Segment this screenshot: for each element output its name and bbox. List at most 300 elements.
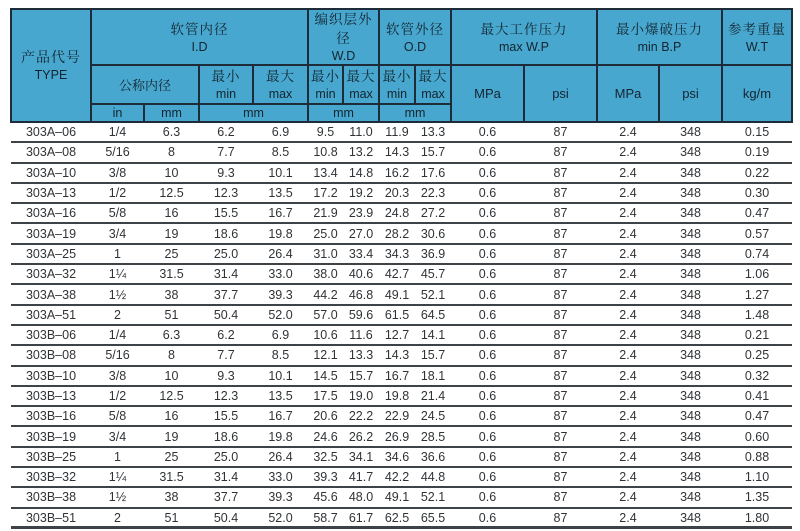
wd-min: 32.5 <box>308 447 343 467</box>
weight-kgm: 0.60 <box>722 426 792 446</box>
bp-psi: 348 <box>659 284 722 304</box>
bp-mpa: 2.4 <box>597 203 659 223</box>
od-min: 61.5 <box>379 305 415 325</box>
nominal-in: 5/16 <box>91 142 144 162</box>
id-min: 25.0 <box>199 447 253 467</box>
header-reference-weight: 参考重量 W.T <box>722 9 792 65</box>
od-min: 16.7 <box>379 366 415 386</box>
id-min: 37.7 <box>199 487 253 507</box>
wp-psi: 87 <box>524 264 597 284</box>
wp-mpa: 0.6 <box>451 426 524 446</box>
nominal-mm: 8 <box>144 142 199 162</box>
wp-psi: 87 <box>524 447 597 467</box>
od-min: 11.9 <box>379 122 415 142</box>
od-max: 18.1 <box>415 366 451 386</box>
wp-mpa: 0.6 <box>451 305 524 325</box>
nominal-mm: 12.5 <box>144 183 199 203</box>
type-code: 303B–08 <box>11 345 91 365</box>
wp-mpa: 0.6 <box>451 203 524 223</box>
id-max: 10.1 <box>253 366 308 386</box>
bp-psi: 348 <box>659 183 722 203</box>
od-min: 16.2 <box>379 163 415 183</box>
header-type <box>11 9 91 122</box>
id-max: 19.8 <box>253 223 308 243</box>
od-max: 44.8 <box>415 467 451 487</box>
wd-max: 11.0 <box>343 122 379 142</box>
wp-mpa: 0.6 <box>451 406 524 426</box>
wp-psi: 87 <box>524 305 597 325</box>
table-row <box>11 487 792 507</box>
bp-mpa: 2.4 <box>597 386 659 406</box>
wd-min: 25.0 <box>308 223 343 243</box>
weight-kgm: 0.22 <box>722 163 792 183</box>
table-row <box>11 426 792 446</box>
weight-kgm: 0.21 <box>722 325 792 345</box>
nominal-mm: 19 <box>144 223 199 243</box>
wd-min: 20.6 <box>308 406 343 426</box>
nominal-mm: 6.3 <box>144 122 199 142</box>
bp-psi: 348 <box>659 406 722 426</box>
wd-min: 17.2 <box>308 183 343 203</box>
weight-kgm: 0.30 <box>722 183 792 203</box>
header-wp-psi-unit: psi <box>524 65 597 122</box>
id-max: 13.5 <box>253 386 308 406</box>
nominal-in: 5/8 <box>91 203 144 223</box>
bp-psi: 348 <box>659 447 722 467</box>
wp-mpa: 0.6 <box>451 183 524 203</box>
wd-min: 45.6 <box>308 487 343 507</box>
bp-psi: 348 <box>659 366 722 386</box>
bp-psi: 348 <box>659 122 722 142</box>
wd-max: 34.1 <box>343 447 379 467</box>
table-row <box>11 142 792 162</box>
wd-min: 12.1 <box>308 345 343 365</box>
od-min: 49.1 <box>379 487 415 507</box>
id-max: 52.0 <box>253 305 308 325</box>
wp-mpa: 0.6 <box>451 325 524 345</box>
nominal-in: 1/2 <box>91 386 144 406</box>
wd-max: 33.4 <box>343 244 379 264</box>
wd-max: 40.6 <box>343 264 379 284</box>
wd-min: 13.4 <box>308 163 343 183</box>
od-max: 22.3 <box>415 183 451 203</box>
bp-mpa: 2.4 <box>597 345 659 365</box>
od-min: 24.8 <box>379 203 415 223</box>
header-min-burst-pressure: 最小爆破压力 min B.P <box>597 9 722 65</box>
id-min: 12.3 <box>199 183 253 203</box>
id-max: 19.8 <box>253 426 308 446</box>
wd-max: 61.7 <box>343 508 379 528</box>
id-max: 52.0 <box>253 508 308 528</box>
header-mm-unit-id: mm <box>199 104 308 122</box>
wp-mpa: 0.6 <box>451 223 524 243</box>
wd-min: 31.0 <box>308 244 343 264</box>
wp-psi: 87 <box>524 325 597 345</box>
weight-kgm: 1.35 <box>722 487 792 507</box>
header-weight-unit: kg/m <box>722 65 792 122</box>
table-row <box>11 325 792 345</box>
od-max: 36.9 <box>415 244 451 264</box>
type-code: 303A–16 <box>11 203 91 223</box>
header-type-en: TYPE <box>34 68 68 82</box>
table-row <box>11 467 792 487</box>
type-code: 303B–19 <box>11 426 91 446</box>
type-code: 303B–16 <box>11 406 91 426</box>
od-min: 49.1 <box>379 284 415 304</box>
bp-psi: 348 <box>659 223 722 243</box>
od-max: 52.1 <box>415 487 451 507</box>
id-max: 10.1 <box>253 163 308 183</box>
od-max: 14.1 <box>415 325 451 345</box>
table-body <box>11 122 792 528</box>
nominal-in: 1/4 <box>91 325 144 345</box>
id-max: 6.9 <box>253 325 308 345</box>
od-min: 12.7 <box>379 325 415 345</box>
id-min: 7.7 <box>199 142 253 162</box>
table-row <box>11 183 792 203</box>
header-mm-unit-od: mm <box>379 104 451 122</box>
id-max: 26.4 <box>253 447 308 467</box>
nominal-in: 2 <box>91 305 144 325</box>
bp-mpa: 2.4 <box>597 284 659 304</box>
od-max: 17.6 <box>415 163 451 183</box>
bp-psi: 348 <box>659 508 722 528</box>
od-max: 36.6 <box>415 447 451 467</box>
id-min: 15.5 <box>199 203 253 223</box>
wp-mpa: 0.6 <box>451 345 524 365</box>
wd-min: 10.8 <box>308 142 343 162</box>
od-min: 20.3 <box>379 183 415 203</box>
bp-mpa: 2.4 <box>597 325 659 345</box>
nominal-in: 3/4 <box>91 223 144 243</box>
bp-mpa: 2.4 <box>597 305 659 325</box>
wp-psi: 87 <box>524 203 597 223</box>
bp-mpa: 2.4 <box>597 467 659 487</box>
weight-kgm: 0.74 <box>722 244 792 264</box>
header-wd-max: 最大 max <box>343 65 379 104</box>
nominal-in: 1½ <box>91 487 144 507</box>
wp-mpa: 0.6 <box>451 244 524 264</box>
bp-mpa: 2.4 <box>597 508 659 528</box>
weight-kgm: 0.25 <box>722 345 792 365</box>
bp-psi: 348 <box>659 487 722 507</box>
wd-max: 15.7 <box>343 366 379 386</box>
nominal-mm: 51 <box>144 305 199 325</box>
wp-mpa: 0.6 <box>451 447 524 467</box>
wd-max: 14.8 <box>343 163 379 183</box>
wd-max: 46.8 <box>343 284 379 304</box>
weight-kgm: 0.15 <box>722 122 792 142</box>
wp-mpa: 0.6 <box>451 142 524 162</box>
id-min: 18.6 <box>199 223 253 243</box>
weight-kgm: 1.48 <box>722 305 792 325</box>
wp-mpa: 0.6 <box>451 264 524 284</box>
od-max: 24.5 <box>415 406 451 426</box>
od-max: 27.2 <box>415 203 451 223</box>
type-code: 303B–10 <box>11 366 91 386</box>
od-max: 30.6 <box>415 223 451 243</box>
bp-mpa: 2.4 <box>597 183 659 203</box>
type-code: 303A–08 <box>11 142 91 162</box>
id-max: 39.3 <box>253 487 308 507</box>
hose-spec-table <box>10 8 793 529</box>
weight-kgm: 0.19 <box>722 142 792 162</box>
bp-mpa: 2.4 <box>597 487 659 507</box>
bp-psi: 348 <box>659 142 722 162</box>
wd-max: 41.7 <box>343 467 379 487</box>
wp-psi: 87 <box>524 345 597 365</box>
header-inner-diameter: 软管内径 I.D <box>91 9 308 65</box>
wd-max: 19.2 <box>343 183 379 203</box>
od-min: 19.8 <box>379 386 415 406</box>
id-max: 33.0 <box>253 467 308 487</box>
wd-min: 24.6 <box>308 426 343 446</box>
id-max: 8.5 <box>253 345 308 365</box>
header-id-min: 最小 min <box>199 65 253 104</box>
weight-kgm: 0.32 <box>722 366 792 386</box>
id-min: 25.0 <box>199 244 253 264</box>
header-wp-mpa-unit: MPa <box>451 65 524 122</box>
od-max: 15.7 <box>415 345 451 365</box>
wd-max: 48.0 <box>343 487 379 507</box>
wp-mpa: 0.6 <box>451 163 524 183</box>
bp-psi: 348 <box>659 163 722 183</box>
table-row <box>11 447 792 467</box>
weight-kgm: 1.10 <box>722 467 792 487</box>
type-code: 303A–13 <box>11 183 91 203</box>
table-row <box>11 366 792 386</box>
nominal-mm: 8 <box>144 345 199 365</box>
nominal-in: 5/8 <box>91 406 144 426</box>
od-max: 65.5 <box>415 508 451 528</box>
od-min: 26.9 <box>379 426 415 446</box>
header-id-max: 最大 max <box>253 65 308 104</box>
wd-min: 9.5 <box>308 122 343 142</box>
type-code: 303A–38 <box>11 284 91 304</box>
id-min: 18.6 <box>199 426 253 446</box>
nominal-mm: 16 <box>144 406 199 426</box>
id-min: 31.4 <box>199 264 253 284</box>
id-min: 9.3 <box>199 163 253 183</box>
weight-kgm: 0.57 <box>722 223 792 243</box>
wp-mpa: 0.6 <box>451 386 524 406</box>
id-min: 7.7 <box>199 345 253 365</box>
id-max: 16.7 <box>253 406 308 426</box>
table-row <box>11 386 792 406</box>
bp-psi: 348 <box>659 264 722 284</box>
bp-mpa: 2.4 <box>597 447 659 467</box>
id-min: 6.2 <box>199 122 253 142</box>
wp-psi: 87 <box>524 223 597 243</box>
nominal-mm: 16 <box>144 203 199 223</box>
nominal-in: 3/4 <box>91 426 144 446</box>
type-code: 303B–38 <box>11 487 91 507</box>
header-od-min: 最小 min <box>379 65 415 104</box>
bp-psi: 348 <box>659 325 722 345</box>
id-min: 37.7 <box>199 284 253 304</box>
nominal-in: 1/2 <box>91 183 144 203</box>
header-mm-unit-nominal: mm <box>144 104 199 122</box>
weight-kgm: 0.88 <box>722 447 792 467</box>
wp-psi: 87 <box>524 244 597 264</box>
bp-mpa: 2.4 <box>597 366 659 386</box>
wp-psi: 87 <box>524 183 597 203</box>
od-min: 42.2 <box>379 467 415 487</box>
id-max: 13.5 <box>253 183 308 203</box>
id-min: 50.4 <box>199 305 253 325</box>
id-min: 15.5 <box>199 406 253 426</box>
od-min: 14.3 <box>379 142 415 162</box>
wd-max: 27.0 <box>343 223 379 243</box>
nominal-in: 2 <box>91 508 144 528</box>
table-header <box>11 9 792 122</box>
type-code: 303A–06 <box>11 122 91 142</box>
id-min: 12.3 <box>199 386 253 406</box>
od-max: 52.1 <box>415 284 451 304</box>
wd-max: 11.6 <box>343 325 379 345</box>
weight-kgm: 1.27 <box>722 284 792 304</box>
bp-psi: 348 <box>659 386 722 406</box>
header-hose-outer-diameter: 软管外径 O.D <box>379 9 451 65</box>
od-min: 42.7 <box>379 264 415 284</box>
bp-mpa: 2.4 <box>597 223 659 243</box>
table-row <box>11 508 792 528</box>
od-min: 34.3 <box>379 244 415 264</box>
id-max: 6.9 <box>253 122 308 142</box>
id-max: 26.4 <box>253 244 308 264</box>
id-min: 6.2 <box>199 325 253 345</box>
nominal-in: 1/4 <box>91 122 144 142</box>
table-row <box>11 284 792 304</box>
nominal-in: 1 <box>91 447 144 467</box>
nominal-mm: 12.5 <box>144 386 199 406</box>
od-min: 28.2 <box>379 223 415 243</box>
wd-min: 21.9 <box>308 203 343 223</box>
nominal-in: 1¼ <box>91 467 144 487</box>
table-row <box>11 345 792 365</box>
wp-psi: 87 <box>524 284 597 304</box>
od-max: 64.5 <box>415 305 451 325</box>
type-code: 303B–25 <box>11 447 91 467</box>
type-code: 303A–32 <box>11 264 91 284</box>
nominal-in: 1½ <box>91 284 144 304</box>
id-min: 31.4 <box>199 467 253 487</box>
table-row <box>11 122 792 142</box>
id-min: 9.3 <box>199 366 253 386</box>
wp-mpa: 0.6 <box>451 508 524 528</box>
bp-psi: 348 <box>659 426 722 446</box>
od-max: 13.3 <box>415 122 451 142</box>
wd-min: 17.5 <box>308 386 343 406</box>
nominal-mm: 19 <box>144 426 199 446</box>
nominal-mm: 51 <box>144 508 199 528</box>
nominal-in: 1 <box>91 244 144 264</box>
wd-max: 13.3 <box>343 345 379 365</box>
header-braid-outer-diameter: 编织层外径 W.D <box>308 9 379 65</box>
weight-kgm: 1.80 <box>722 508 792 528</box>
bp-mpa: 2.4 <box>597 122 659 142</box>
wd-max: 19.0 <box>343 386 379 406</box>
table-row <box>11 203 792 223</box>
id-max: 16.7 <box>253 203 308 223</box>
nominal-mm: 38 <box>144 487 199 507</box>
wd-min: 44.2 <box>308 284 343 304</box>
type-code: 303B–06 <box>11 325 91 345</box>
type-code: 303B–51 <box>11 508 91 528</box>
wp-mpa: 0.6 <box>451 122 524 142</box>
wp-psi: 87 <box>524 508 597 528</box>
nominal-in: 3/8 <box>91 366 144 386</box>
wp-psi: 87 <box>524 386 597 406</box>
weight-kgm: 0.47 <box>722 203 792 223</box>
wp-psi: 87 <box>524 122 597 142</box>
type-code: 303A–19 <box>11 223 91 243</box>
weight-kgm: 0.41 <box>722 386 792 406</box>
nominal-mm: 25 <box>144 447 199 467</box>
header-mm-unit-wd: mm <box>308 104 379 122</box>
wd-min: 58.7 <box>308 508 343 528</box>
header-nominal-diameter: 公称内径 <box>91 65 199 104</box>
type-code: 303B–13 <box>11 386 91 406</box>
bp-mpa: 2.4 <box>597 244 659 264</box>
table-row <box>11 264 792 284</box>
header-wd-min: 最小 min <box>308 65 343 104</box>
od-min: 22.9 <box>379 406 415 426</box>
nominal-mm: 25 <box>144 244 199 264</box>
wp-psi: 87 <box>524 142 597 162</box>
nominal-mm: 10 <box>144 163 199 183</box>
bp-psi: 348 <box>659 244 722 264</box>
id-max: 8.5 <box>253 142 308 162</box>
table-row <box>11 223 792 243</box>
id-max: 39.3 <box>253 284 308 304</box>
type-code: 303A–10 <box>11 163 91 183</box>
wp-mpa: 0.6 <box>451 487 524 507</box>
wp-psi: 87 <box>524 467 597 487</box>
nominal-in: 5/16 <box>91 345 144 365</box>
table-row <box>11 406 792 426</box>
od-min: 14.3 <box>379 345 415 365</box>
od-min: 34.6 <box>379 447 415 467</box>
bp-mpa: 2.4 <box>597 426 659 446</box>
nominal-in: 1¼ <box>91 264 144 284</box>
wp-psi: 87 <box>524 406 597 426</box>
header-bp-mpa-unit: MPa <box>597 65 659 122</box>
weight-kgm: 1.06 <box>722 264 792 284</box>
wd-max: 59.6 <box>343 305 379 325</box>
od-min: 62.5 <box>379 508 415 528</box>
id-max: 33.0 <box>253 264 308 284</box>
bp-psi: 348 <box>659 305 722 325</box>
nominal-mm: 10 <box>144 366 199 386</box>
bp-mpa: 2.4 <box>597 142 659 162</box>
nominal-mm: 6.3 <box>144 325 199 345</box>
wp-psi: 87 <box>524 366 597 386</box>
wp-mpa: 0.6 <box>451 366 524 386</box>
bp-psi: 348 <box>659 203 722 223</box>
wd-max: 26.2 <box>343 426 379 446</box>
od-max: 21.4 <box>415 386 451 406</box>
wp-psi: 87 <box>524 487 597 507</box>
wp-psi: 87 <box>524 426 597 446</box>
od-max: 15.7 <box>415 142 451 162</box>
wd-min: 39.3 <box>308 467 343 487</box>
header-od-max: 最大 max <box>415 65 451 104</box>
table-row <box>11 305 792 325</box>
type-code: 303A–25 <box>11 244 91 264</box>
wd-min: 14.5 <box>308 366 343 386</box>
wp-mpa: 0.6 <box>451 467 524 487</box>
